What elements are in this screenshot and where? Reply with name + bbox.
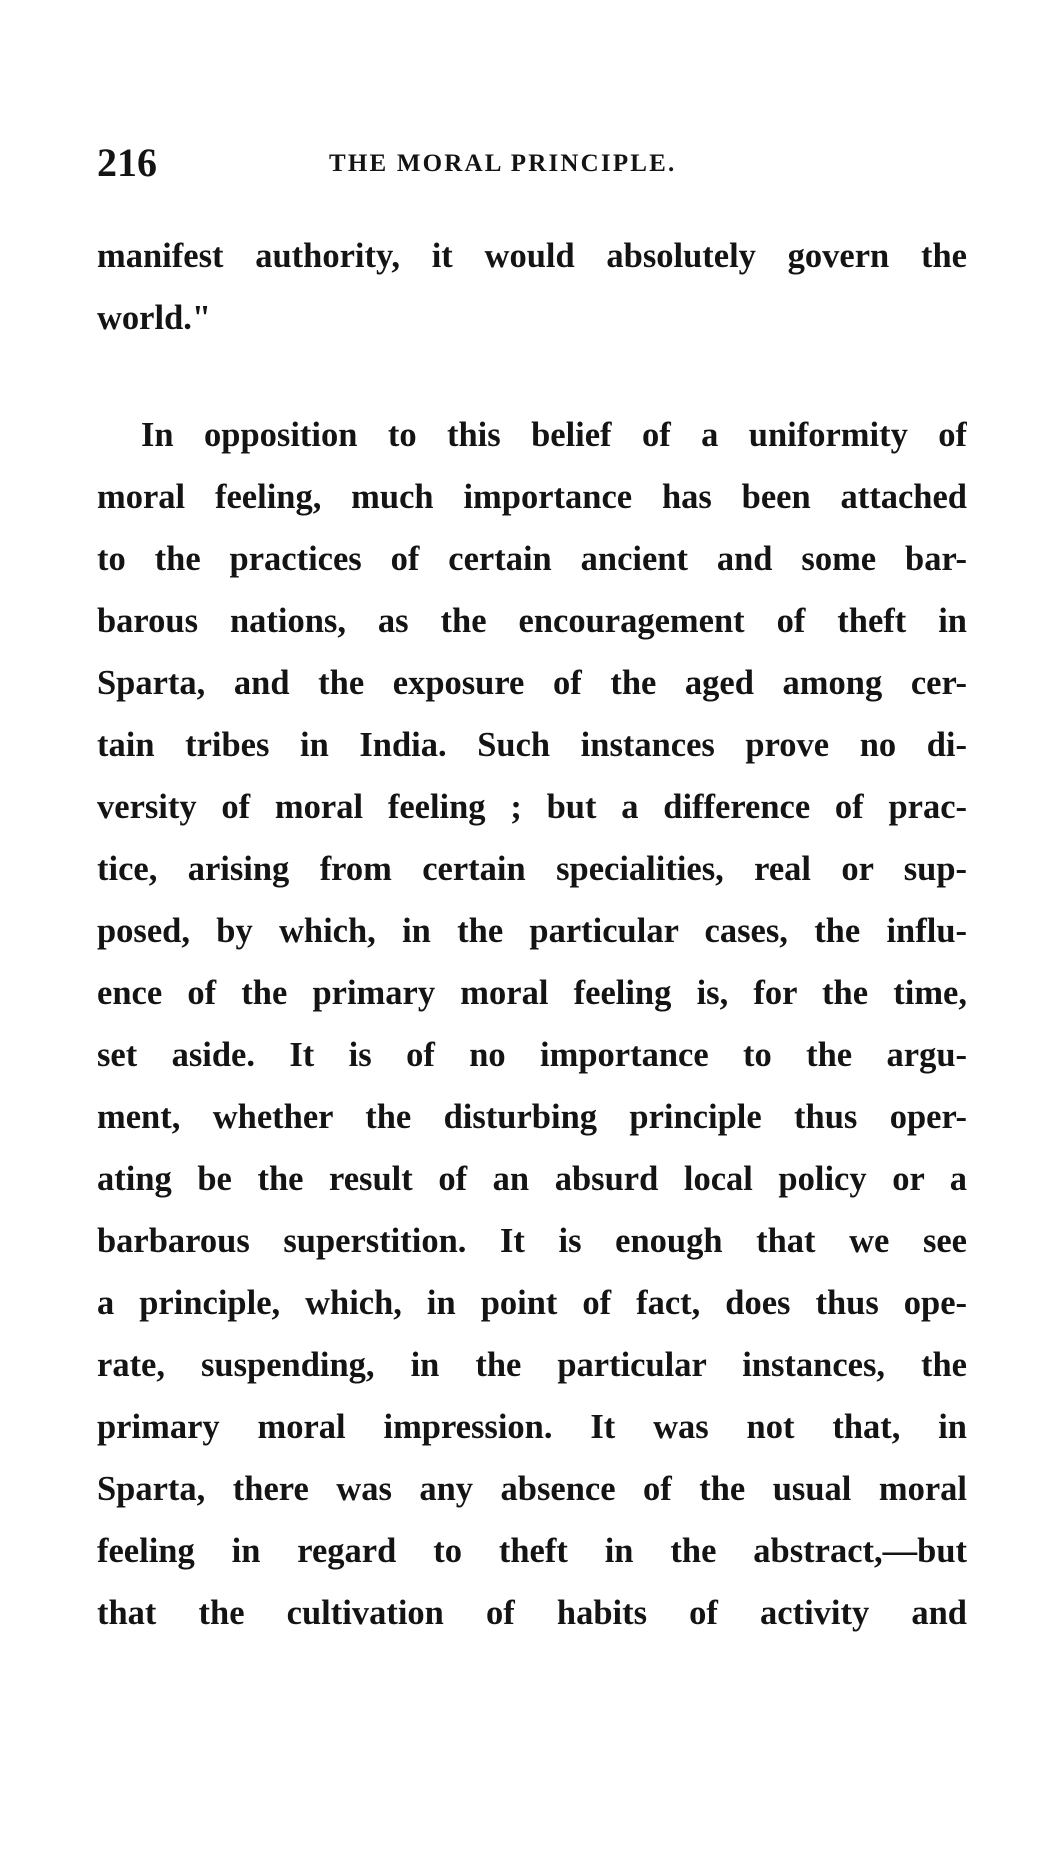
text-line: to the practices of certain ancient and some bar- <box>97 540 967 578</box>
running-head: THE MORAL PRINCIPLE. <box>329 150 677 177</box>
text-line: world." <box>97 299 212 337</box>
text-line: barous nations, as the encouragement of theft in <box>97 602 967 640</box>
page-number: 216 <box>97 140 157 185</box>
text-line: versity of moral feeling ; but a difference of prac- <box>97 788 967 826</box>
text-line: In opposition to this belief of a uniformity of <box>141 416 967 454</box>
page-header <box>97 138 967 188</box>
text-line: Sparta, and the exposure of the aged among cer- <box>97 664 967 702</box>
text-line: feeling in regard to theft in the abstract,—but <box>97 1532 967 1570</box>
text-line: set aside. It is of no importance to the argu- <box>97 1036 967 1074</box>
text-line: barbarous superstition. It is enough that we see <box>97 1222 967 1260</box>
body-paragraph <box>97 404 967 1644</box>
text-line: posed, by which, in the particular cases, the influ- <box>97 912 967 950</box>
text-line: ment, whether the disturbing principle thus oper- <box>97 1098 967 1136</box>
text-line: moral feeling, much importance has been attached <box>97 478 967 516</box>
text-line: tice, arising from certain specialities, real or sup- <box>97 850 967 888</box>
text-line: ating be the result of an absurd local policy or a <box>97 1160 967 1198</box>
text-line: a principle, which, in point of fact, does thus ope- <box>97 1284 967 1322</box>
text-line: rate, suspending, in the particular instances, the <box>97 1346 967 1384</box>
text-line: tain tribes in India. Such instances prove no di- <box>97 726 967 764</box>
text-line: manifest authority, it would absolutely govern the <box>97 237 967 275</box>
text-line: Sparta, there was any absence of the usual moral <box>97 1470 967 1508</box>
text-line: that the cultivation of habits of activity and <box>97 1594 967 1632</box>
text-line: ence of the primary moral feeling is, for the time, <box>97 974 967 1012</box>
continuation-text <box>97 225 967 349</box>
text-line: primary moral impression. It was not that, in <box>97 1408 967 1446</box>
